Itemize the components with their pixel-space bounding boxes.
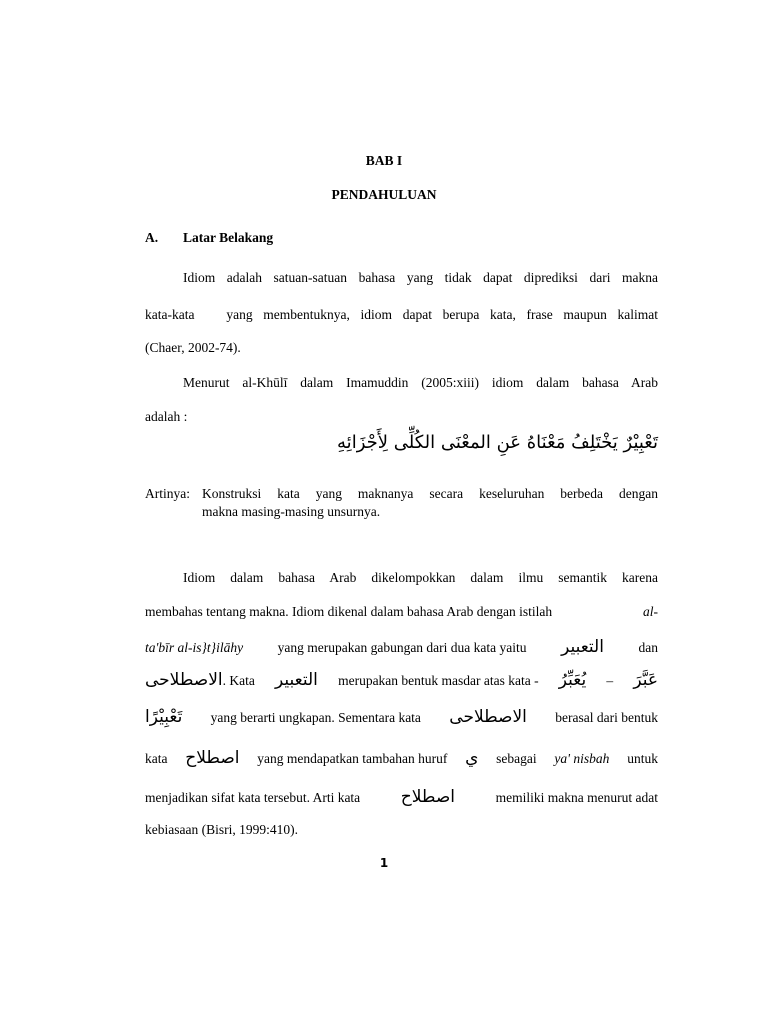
p3-line5-end: berasal dari bentuk: [555, 710, 658, 725]
arabic-tabir-2: التعبير: [275, 670, 318, 690]
p1-line3: (Chaer, 2002-74).: [145, 340, 241, 355]
artinya-line1: Konstruksi kata yang maknanya secara keseluruhan berbeda dengan: [202, 486, 658, 501]
artinya-label: Artinya:: [145, 486, 190, 501]
p3-line8: kebiasaan (Bisri, 1999:410).: [145, 822, 298, 837]
p3-line7-end: memiliki makna menurut adat: [495, 790, 658, 805]
chapter-heading: BAB I: [365, 153, 403, 168]
arabic-istilah-2: اصطلاح: [400, 787, 456, 807]
arabic-tabiran: تَعْبِيْرًا: [145, 707, 183, 727]
section-number: A.: [145, 230, 159, 245]
p3-line3-text: yang merupakan gabungan dari dua kata yaitu: [277, 640, 527, 655]
artinya-line2: makna masing-masing unsurnya.: [202, 504, 381, 519]
p3-line6: [145, 748, 658, 768]
p3-line6-text: yang mendapatkan tambahan huruf: [257, 751, 448, 766]
p3-line4-kata: . Kata: [222, 673, 255, 688]
chapter-title: PENDAHULUAN: [331, 187, 437, 202]
p1-line1: Idiom adalah satuan-satuan bahasa yang tidak dapat diprediksi dari makna: [183, 270, 658, 285]
p3-line3-dan: dan: [638, 640, 658, 655]
arabic-ya: ي: [465, 748, 479, 768]
p3-line1: Idiom dalam bahasa Arab dikelompokkan dalam ilmu semantik karena: [183, 570, 658, 585]
section-title: Latar Belakang: [183, 230, 274, 245]
arabic-abbara: عَبَّرَ: [633, 670, 658, 690]
arabic-quote: تَعْبِيْرٌ يَخْتَلِفُ مَعْنَاهُ عَنِ المعْنَى الكُلِّى لِأَجْزَائِهِ: [337, 432, 658, 453]
term-tabir: ta'bīr al-is}t}ilāhy: [145, 640, 244, 655]
p1-line2: kata-kata yang membentuknya, idiom dapat berupa kata, frase maupun kalimat: [145, 307, 658, 322]
p2-line1: Menurut al-Khūlī dalam Imamuddin (2005:xiii) idiom dalam bahasa Arab: [183, 375, 658, 390]
p3-line2-text: membahas tentang makna. Idiom dikenal dalam bahasa Arab dengan istilah: [145, 604, 553, 619]
p3-line6-sebagai: sebagai: [496, 751, 537, 766]
term-ya-nisbah: ya' nisbah: [554, 751, 610, 766]
p3-line6-kata: kata: [145, 751, 168, 766]
p3-line2: [145, 604, 658, 620]
p3-line3: [145, 637, 658, 657]
p3-line5-text: yang berarti ungkapan. Sementara kata: [210, 710, 421, 725]
p3-line4: [145, 670, 658, 690]
p3-line7-text: menjadikan sifat kata tersebut. Arti kata: [145, 790, 361, 805]
p2-line2: adalah :: [145, 409, 188, 424]
page-number: 1: [379, 856, 389, 870]
p3-line5: [145, 707, 658, 727]
arabic-istilahi-2: الاصطلاحى: [449, 707, 527, 727]
p3-line4-text: merupakan bentuk masdar atas kata -: [338, 673, 539, 688]
arabic-yuabbiru: يُعَبِّرُ: [558, 670, 587, 690]
arabic-istilah: اصطلاح: [185, 748, 240, 768]
arabic-istilahi: الاصطلاحى: [145, 670, 223, 690]
p3-line6-untuk: untuk: [627, 751, 658, 766]
arabic-tabir: التعبير: [561, 637, 604, 657]
p3-line2-term: al-: [643, 604, 658, 619]
p3-line7: [145, 787, 658, 807]
p3-line4-start: [145, 670, 255, 690]
p3-line4-dash: –: [606, 673, 614, 688]
